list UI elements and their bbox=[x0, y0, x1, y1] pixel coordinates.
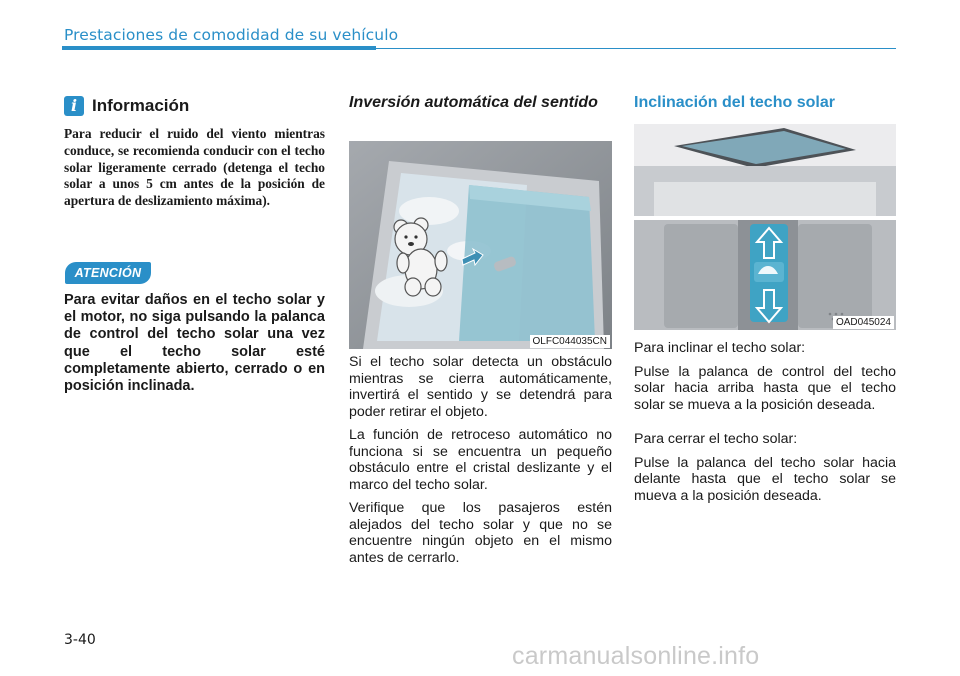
paragraph: Verifique que los pasajeros estén alejados del techo solar y que no se encuentre ningún objeto en el mismo antes de cerrarlo. bbox=[349, 500, 612, 566]
figure-code: OLFC044035CN bbox=[530, 335, 610, 348]
sunroof-obstacle-illustration bbox=[349, 141, 612, 349]
header-accent-bar bbox=[62, 46, 376, 50]
warning-badge: ATENCIÓN bbox=[65, 262, 151, 284]
paragraph: Pulse la palanca de control del techo solar hacia arriba hasta que el techo solar se mueva a la posición deseada. bbox=[634, 363, 896, 413]
page-header-title: Prestaciones de comodidad de su vehículo bbox=[64, 26, 399, 44]
paragraph: La función de retroceso automático no funciona si se encuentra un pequeño obstáculo entre el cristal deslizante y el marco del techo solar. bbox=[349, 427, 612, 493]
section-body-tilt bbox=[634, 340, 896, 511]
sunroof-switch-illustration bbox=[634, 124, 896, 330]
paragraph: Para cerrar el techo solar: bbox=[634, 431, 798, 447]
info-icon: i bbox=[64, 96, 84, 116]
sunroof-obstacle-drawing bbox=[349, 141, 612, 349]
section-title-auto-reverse: Inversión automática del sentido bbox=[349, 94, 598, 111]
paragraph: Si el techo solar detecta un obstáculo mientras se cierra automáticamente, invertirá el sentido y se detendrá para poder retirar el objeto. bbox=[349, 354, 612, 420]
info-body: Para reducir el ruido del viento mientras conduce, se recomienda conducir con el techo solar ligeramente cerrado (detenga el techo solar a unos 5 cm antes de la posición de apertura de deslizamiento máxima). bbox=[64, 126, 325, 209]
warning-body: Para evitar daños en el techo solar y el motor, no siga pulsando la palanca de control del techo solar una vez que el techo solar esté completamente abierto, cerrado o en posición inclinada. bbox=[64, 292, 325, 395]
page-number: 3-40 bbox=[64, 632, 96, 648]
paragraph: Pulse la palanca del techo solar hacia delante hasta que el techo solar se mueva a la posición deseada. bbox=[634, 454, 896, 504]
watermark: carmanualsonline.info bbox=[512, 642, 760, 670]
paragraph: Para inclinar el techo solar: bbox=[634, 340, 806, 356]
header-rule bbox=[376, 48, 896, 49]
sunroof-switch-drawing bbox=[634, 124, 896, 330]
section-body-auto-reverse bbox=[349, 354, 612, 573]
spacer bbox=[634, 420, 896, 431]
section-title-tilt: Inclinación del techo solar bbox=[634, 94, 835, 111]
figure-code: OAD045024 bbox=[833, 316, 894, 329]
info-title: Información bbox=[92, 96, 190, 115]
